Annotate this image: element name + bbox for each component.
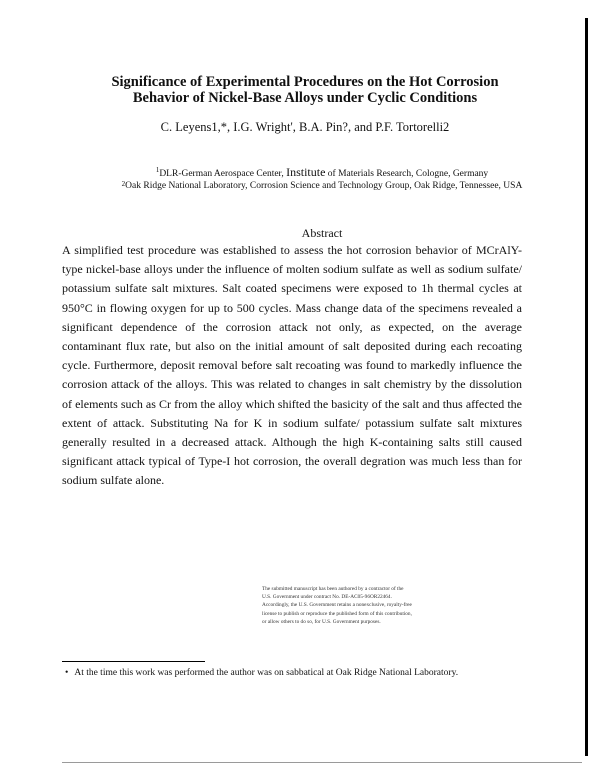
- affiliation-2-text: Oak Ridge National Laboratory, Corrosion Science and Technology Group, Oak Ridge, Tennessee, USA: [125, 181, 523, 191]
- footnote-bullet: •: [65, 668, 69, 678]
- affiliation-1: [62, 166, 582, 180]
- title-line-1: Significance of Experimental Procedures on the Hot Corrosion: [111, 74, 499, 90]
- affiliation-2-mark: 2: [121, 180, 126, 188]
- author-list: C. Leyens1,*, I.G. Wright', B.A. Pin?, and P.F. Tortorelli2: [160, 120, 450, 134]
- footnote-rule: [62, 661, 205, 662]
- government-notice: The submitted manuscript has been authored by a contractor of the U.S. Government under contract No. DE-AC05-96OR22464. Accordingly, the U.S. Government retains a nonexclusive, royalty-free license to publish or reproduce the published form of this contribution, or allow others to do so, for U.S. Government purposes.: [262, 586, 412, 625]
- affiliation-1-post: of Materials Research, Cologne, Germany: [325, 169, 489, 179]
- page-bottom-rule: [62, 762, 582, 763]
- abstract-body: A simplified test procedure was established to assess the hot corrosion behavior of MCrAlY-type nickel-base alloys under the influence of molten sodium sulfate as well as sodium sulfate/ potassium sulfate salt mixtures. Salt coated specimens were exposed to 1h thermal cycles at 950°C in flowing oxygen for up to 500 cycles. Mass change data of the specimens revealed a significant dependence of the corrosion attack not only, as expected, on the average contaminant flux rate, but also on the initial amount of salt deposited during each recoating cycle. Furthermore, deposit removal before salt recoating was found to markedly influence the corrosion attack of the alloys. This was related to changes in salt chemistry by the dissolution of elements such as Cr from the alloy which shifted the basicity of the salt and thus affected the extent of attack. Substituting Na for K in sodium sulfate/ potassium sulfate salt mixtures generally resulted in a decreased attack. Although the high K-containing salts still caused significant attack typical of Type-I hot corrosion, the overall degration was much less than for sodium sulfate alone.: [62, 243, 522, 488]
- affiliation-1-institute: Institute: [286, 165, 326, 179]
- affiliation-1-mark: 1: [155, 166, 160, 174]
- title-line-2: Behavior of Nickel-Base Alloys under Cyclic Conditions: [132, 90, 478, 106]
- affiliation-1-pre: DLR-German Aerospace Center,: [159, 169, 287, 179]
- affiliation-2: [62, 180, 582, 192]
- footnote-text: At the time this work was performed the author was on sabbatical at Oak Ridge National Laboratory.: [74, 668, 459, 678]
- footnote: [65, 667, 505, 680]
- paper-title: [40, 74, 570, 106]
- page-edge-rule: [585, 18, 588, 756]
- abstract-heading: Abstract: [301, 226, 343, 240]
